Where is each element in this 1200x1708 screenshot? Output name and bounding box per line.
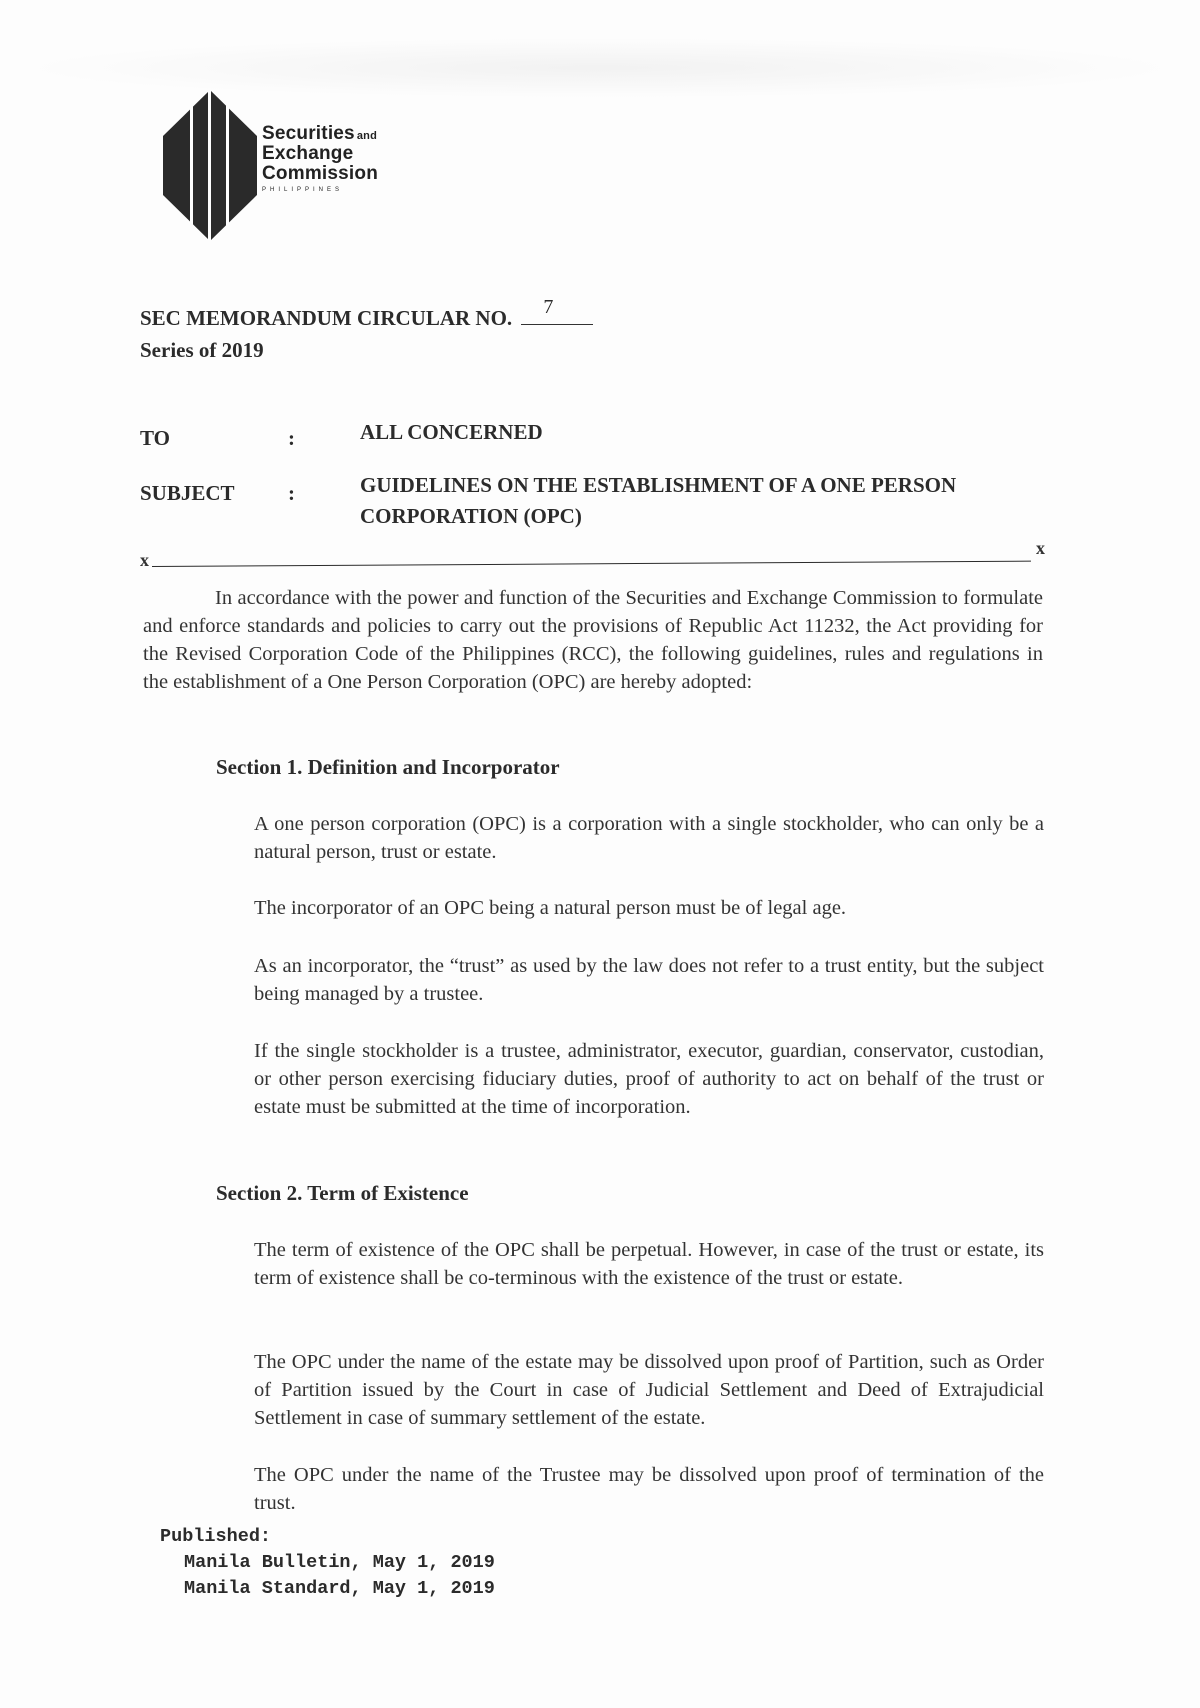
logo-line-exchange: Exchange [262, 143, 354, 164]
to-value: ALL CONCERNED [360, 420, 543, 444]
section-1-paragraph: A one person corporation (OPC) is a corporation with a single stockholder, who can only be a natural person, trust or estate. [254, 813, 1044, 863]
subject-label: SUBJECT [140, 481, 235, 505]
published-item: Manila Standard, May 1, 2019 [184, 1578, 495, 1599]
logo-country: PHILIPPINES [262, 187, 344, 193]
published-item: Manila Bulletin, May 1, 2019 [184, 1552, 495, 1573]
series-year: Series of 2019 [140, 338, 264, 362]
circular-label: SEC MEMORANDUM CIRCULAR NO. [140, 306, 513, 330]
subject-value: GUIDELINES ON THE ESTABLISHMENT OF A ONE PERSON CORPORATION (OPC) [360, 473, 957, 528]
section-2-paragraph: The term of existence of the OPC shall be perpetual. However, in case of the trust or estate, its term of existence shall be co-terminous with the existence of the trust or estate. [254, 1239, 1044, 1289]
to-colon: : [288, 426, 295, 450]
divider-line [140, 538, 1045, 572]
published-label: Published: [160, 1526, 272, 1547]
section-1-paragraph: If the single stockholder is a trustee, administrator, executor, guardian, conservator, custodian, or other person exercising fiduciary duties, proof of authority to act on behalf of the trust or estate must be submitted at the time of incorporation. [254, 1040, 1044, 1118]
circular-number: 7 [543, 296, 554, 318]
section-1-paragraph: As an incorporator, the “trust” as used by the law does not refer to a trust entity, but the subject being managed by a trustee. [254, 955, 1044, 1005]
section-2-paragraph: The OPC under the name of the estate may be dissolved upon proof of Partition, such as Order of Partition issued by the Court in case of Judicial Settlement and Deed of Extrajudicial Settlement in case of summary settlement of the estate. [254, 1351, 1044, 1429]
intro-paragraph: In accordance with the power and function of the Securities and Exchange Commission to formulate and enforce standards and policies to carry out the provisions of Republic Act 11232, the Act providing for the Revised Corporation Code of the Philippines (RCC), the following guidelines, rules and regulations in the establishment of a One Person Corporation (OPC) are hereby adopted: [143, 587, 1043, 693]
logo-line-securities: Securities [262, 123, 355, 144]
to-label: TO [140, 426, 170, 450]
published-block [160, 1524, 495, 1602]
section-1-heading: Section 1. Definition and Incorporator [216, 755, 560, 779]
sec-logo-emblem-icon [160, 88, 260, 243]
section-2-heading: Section 2. Term of Existence [216, 1181, 469, 1205]
sec-logo [160, 88, 420, 243]
subject-colon: : [288, 481, 295, 505]
section-1-paragraph: The incorporator of an OPC being a natural person must be of legal age. [254, 897, 847, 919]
sec-logo-wordmark [262, 124, 378, 193]
divider-rule [152, 561, 1031, 567]
circular-number-blank [521, 296, 593, 325]
section-2-paragraph: The OPC under the name of the Trustee may be dissolved upon proof of termination of the trust. [254, 1464, 1044, 1514]
divider-x-right: x [1036, 538, 1045, 558]
logo-line-commission: Commission [262, 163, 379, 184]
logo-line-and: and [356, 130, 377, 142]
circular-title [140, 296, 593, 331]
divider-x-left: x [140, 550, 149, 570]
